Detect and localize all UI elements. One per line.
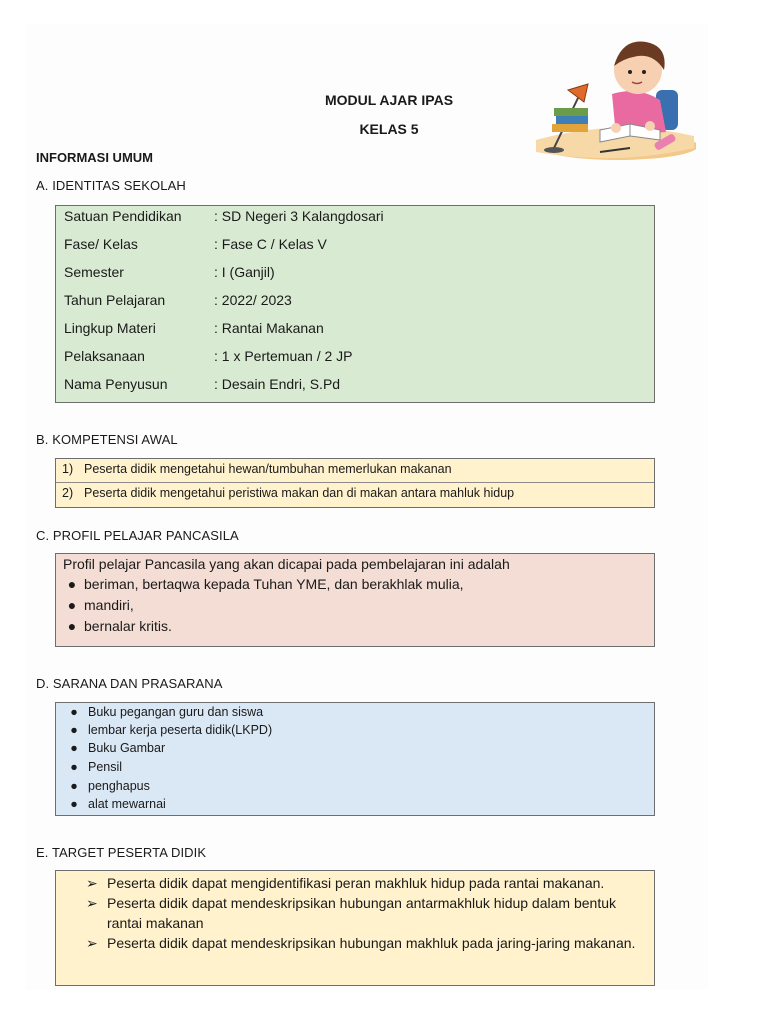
document-title: MODUL AJAR IPAS: [324, 92, 454, 108]
section-e-heading: E. TARGET PESERTA DIDIK: [36, 845, 207, 860]
document-subtitle: KELAS 5: [359, 121, 419, 137]
identity-label: Fase/ Kelas: [64, 236, 138, 252]
item-text: Peserta didik mengetahui hewan/tumbuhan memerlukan makanan: [84, 462, 452, 476]
identity-label: Satuan Pendidikan: [64, 208, 182, 224]
item-text: beriman, bertaqwa kepada Tuhan YME, dan berakhlak mulia,: [84, 576, 464, 592]
section-b-heading: B. KOMPETENSI AWAL: [36, 432, 178, 447]
identity-value: : 2022/ 2023: [214, 292, 292, 308]
bullet-icon: ●: [70, 760, 78, 774]
identity-table: [55, 205, 655, 403]
identity-value: : Desain Endri, S.Pd: [214, 376, 341, 392]
bullet-icon: ●: [70, 797, 78, 811]
list-item: [86, 873, 646, 893]
item-text: bernalar kritis.: [84, 618, 172, 634]
item-text: alat mewarnai: [88, 797, 166, 811]
competence-box: [55, 458, 655, 508]
item-text: Peserta didik mengetahui peristiwa makan dan di makan antara mahluk hidup: [84, 486, 515, 500]
list-item: [60, 576, 464, 592]
list-item: [86, 893, 646, 933]
item-text: Peserta didik dapat mendeskripsikan hubungan antarmakhluk hidup dalam bentuk rantai makanan: [107, 895, 616, 931]
arrow-bullet-icon: ➢: [86, 875, 98, 891]
profile-box: [55, 553, 655, 647]
profile-intro: Profil pelajar Pancasila yang akan dicapai pada pembelajaran ini adalah: [63, 556, 510, 572]
item-text: penghapus: [88, 779, 150, 793]
arrow-bullet-icon: ➢: [86, 895, 98, 911]
item-text: Peserta didik dapat mendeskripsikan hubungan makhluk pada jaring-jaring makanan.: [107, 935, 636, 951]
bullet-icon: ●: [70, 741, 78, 755]
list-item: [60, 760, 122, 774]
list-item: [60, 797, 166, 811]
row-divider: [56, 482, 654, 483]
competence-item: [62, 462, 452, 476]
bullet-icon: ●: [70, 705, 78, 719]
bullet-icon: ●: [67, 576, 77, 592]
item-number: 2): [62, 486, 74, 500]
identity-value: : 1 x Pertemuan / 2 JP: [214, 348, 353, 364]
identity-label: Semester: [64, 264, 124, 280]
list-item: [60, 779, 150, 793]
bullet-icon: ●: [70, 723, 78, 737]
section-c-heading: C. PROFIL PELAJAR PANCASILA: [36, 528, 239, 543]
list-item: [60, 597, 134, 613]
bullet-icon: ●: [67, 618, 77, 634]
identity-value: : SD Negeri 3 Kalangdosari: [214, 208, 384, 224]
info-heading: INFORMASI UMUM: [36, 150, 153, 165]
identity-label: Nama Penyusun: [64, 376, 168, 392]
identity-value: : I (Ganjil): [214, 264, 275, 280]
list-item: [60, 618, 172, 634]
identity-label: Pelaksanaan: [64, 348, 145, 364]
list-item: [60, 723, 272, 737]
target-box: [55, 870, 655, 986]
list-item: [60, 705, 263, 719]
list-item: [86, 933, 646, 953]
identity-value: : Fase C / Kelas V: [214, 236, 327, 252]
item-text: Buku pegangan guru dan siswa: [88, 705, 264, 719]
item-text: Peserta didik dapat mengidentifikasi peran makhluk hidup pada rantai makanan.: [107, 875, 605, 891]
identity-value: : Rantai Makanan: [214, 320, 324, 336]
item-text: Pensil: [88, 760, 123, 774]
section-d-heading: D. SARANA DAN PRASARANA: [36, 676, 223, 691]
item-text: lembar kerja peserta didik(LKPD): [88, 723, 273, 737]
competence-item: [62, 486, 514, 500]
item-text: mandiri,: [84, 597, 134, 613]
bullet-icon: ●: [67, 597, 77, 613]
list-item: [60, 741, 165, 755]
arrow-bullet-icon: ➢: [86, 935, 98, 951]
section-a-heading: A. IDENTITAS SEKOLAH: [36, 178, 186, 193]
facilities-box: [55, 702, 655, 816]
bullet-icon: ●: [70, 779, 78, 793]
item-number: 1): [62, 462, 74, 476]
identity-label: Lingkup Materi: [64, 320, 156, 336]
item-text: Buku Gambar: [88, 741, 166, 755]
identity-label: Tahun Pelajaran: [64, 292, 166, 308]
